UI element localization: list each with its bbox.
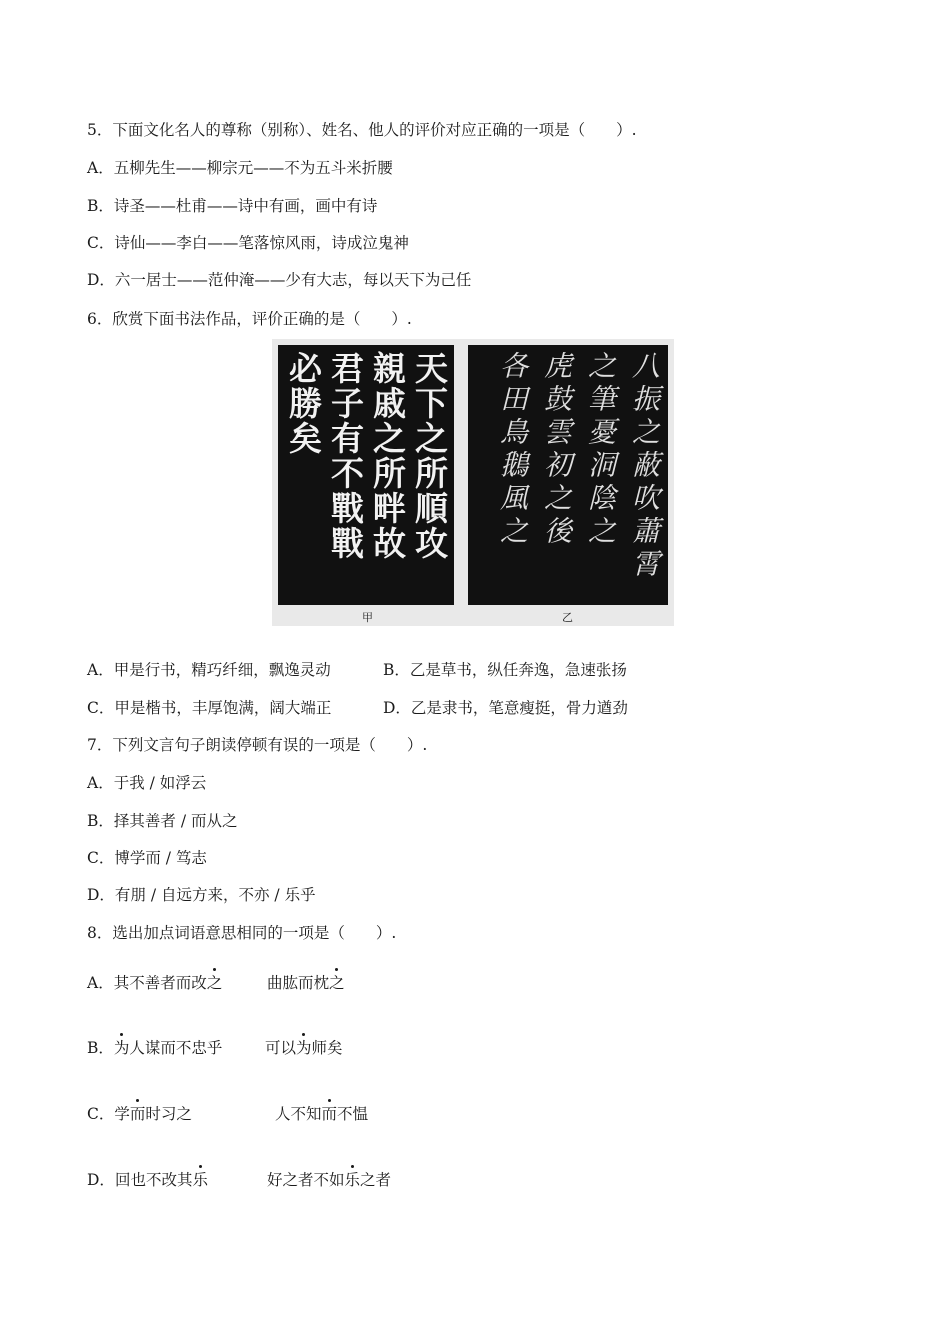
calligraphy-jia-panel xyxy=(278,345,454,605)
yi-column: 虎鼓雲初之後 xyxy=(540,351,573,549)
q6-option-d: D．乙是隶书，笔意瘦挺，骨力遒劲 xyxy=(383,699,628,717)
q5-option-b: B．诗圣——杜甫——诗中有画，画中有诗 xyxy=(87,197,378,215)
q5-option-d: D．六一居士——范仲淹——少有大志，每以天下为己任 xyxy=(87,271,472,289)
yi-column: 各田鳥鵝風之 xyxy=(496,351,529,549)
q6-option-a: A．甲是行书，精巧纤细，飘逸灵动 xyxy=(87,661,331,679)
q8-option-a xyxy=(87,973,222,993)
option-label: B． xyxy=(87,1039,114,1057)
q8-option-c xyxy=(87,1104,192,1124)
q7-option-a: A．于我 / 如浮云 xyxy=(87,774,207,792)
q6-option-c: C．甲是楷书，丰厚饱满，阔大端正 xyxy=(87,699,332,717)
option-label: A． xyxy=(87,974,114,992)
sentence-1-post: 时习之 xyxy=(145,1105,192,1123)
dotted-word: 而 xyxy=(129,1105,146,1123)
q6-stem: 6．欣赏下面书法作品，评价正确的是（ ）. xyxy=(87,310,412,328)
option-label: D． xyxy=(87,1171,115,1189)
q5-option-a: A．五柳先生——柳宗元——不为五斗米折腰 xyxy=(87,159,393,177)
dotted-word: 乐 xyxy=(192,1171,208,1189)
jia-column: 親戚之所畔故 xyxy=(368,351,407,561)
sentence-1-pre: 回也不改其 xyxy=(114,1171,193,1189)
q7-option-d: D．有朋 / 自远方来，不亦 / 乐乎 xyxy=(87,886,316,904)
option-label: C． xyxy=(87,1105,115,1123)
jia-column: 天下之所順攻 xyxy=(410,351,449,561)
q7-option-b: B．择其善者 / 而从之 xyxy=(87,812,238,830)
q8-option-a-second xyxy=(267,973,345,993)
caption-jia: 甲 xyxy=(362,611,373,624)
dotted-word: 乐 xyxy=(344,1171,361,1189)
sentence-2-post: 师矣 xyxy=(311,1039,343,1057)
dotted-word: 为 xyxy=(296,1039,312,1057)
q6-option-b: B．乙是草书，纵任奔逸，急速张扬 xyxy=(383,661,627,679)
q8-option-d-second xyxy=(267,1170,391,1190)
calligraphy-yi-panel xyxy=(468,345,668,605)
dotted-word: 之 xyxy=(206,974,223,992)
q7-option-c: C．博学而 / 笃志 xyxy=(87,849,207,867)
dotted-word: 而 xyxy=(321,1105,338,1123)
q8-option-d xyxy=(87,1170,208,1190)
calligraphy-figure xyxy=(272,339,674,626)
dotted-word: 之 xyxy=(329,974,345,992)
q8-option-b-second xyxy=(265,1038,343,1058)
sentence-1-pre: 学 xyxy=(114,1105,130,1123)
q7-stem: 7．下列文言句子朗读停顿有误的一项是（ ）. xyxy=(87,736,428,754)
sentence-2-pre: 可以 xyxy=(265,1039,297,1057)
jia-column: 必勝矣 xyxy=(284,351,323,456)
dotted-word: 为 xyxy=(113,1039,130,1057)
sentence-2-pre: 人不知 xyxy=(275,1105,322,1123)
yi-column: 八振之蔽吹蕭霄 xyxy=(628,351,661,582)
sentence-1-post: 人谋而不忠乎 xyxy=(129,1039,223,1057)
caption-yi: 乙 xyxy=(562,611,573,624)
sentence-2-pre: 好之者不如 xyxy=(267,1171,345,1189)
jia-column: 君子有不戰戰 xyxy=(326,351,365,561)
sentence-2-post: 之者 xyxy=(360,1171,392,1189)
q8-stem: 8．选出加点词语意思相同的一项是（ ）. xyxy=(87,924,397,942)
yi-column: 之筆憂洞陰之 xyxy=(584,351,617,549)
q5-stem: 5．下面文化名人的尊称（别称）、姓名、他人的评价对应正确的一项是（ ）. xyxy=(87,121,637,139)
sentence-1-pre: 其不善者而改 xyxy=(113,974,207,992)
sentence-2-post: 不愠 xyxy=(337,1105,369,1123)
q8-option-c-second xyxy=(275,1104,368,1124)
sentence-2-pre: 曲肱而枕 xyxy=(267,974,330,992)
q8-option-b xyxy=(87,1038,222,1058)
q5-option-c: C．诗仙——李白——笔落惊风雨，诗成泣鬼神 xyxy=(87,234,409,252)
